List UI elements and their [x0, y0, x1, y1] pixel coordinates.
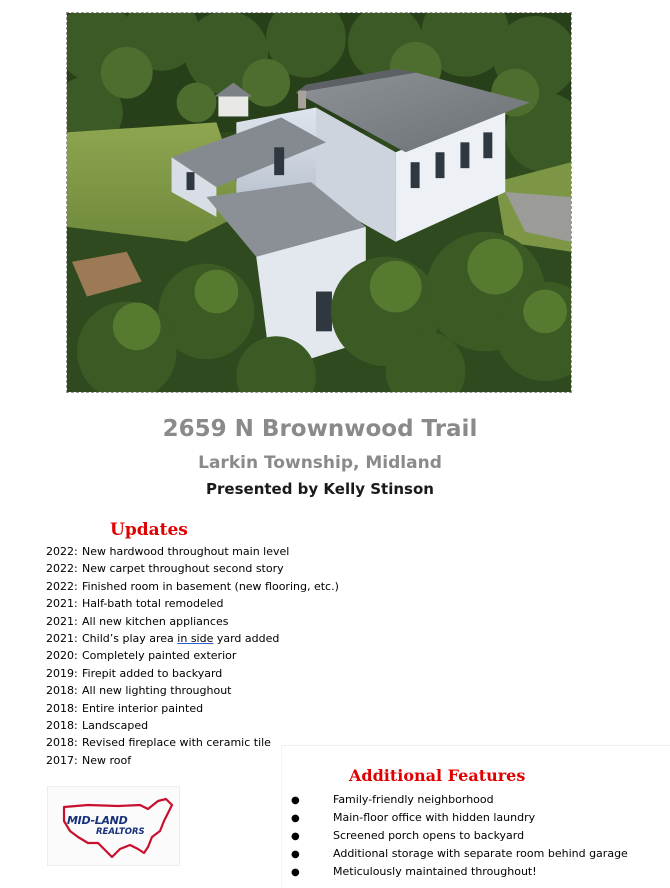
feature-text: Screened porch opens to backyard: [333, 829, 525, 842]
update-year: 2020:: [46, 649, 78, 663]
update-item: [46, 700, 339, 717]
update-text: Landscaped: [82, 718, 149, 732]
property-township: Larkin Township, Midland: [198, 453, 442, 473]
house-aerial-photo[interactable]: [66, 12, 572, 393]
update-text: New roof: [82, 753, 132, 767]
bullet-icon: ●: [291, 813, 300, 824]
feature-text: Family-friendly neighborhood: [333, 793, 494, 806]
update-item: [46, 560, 339, 577]
feature-item: [291, 791, 628, 809]
update-year: 2022:: [46, 562, 78, 576]
update-text: Half-bath total remodeled: [82, 597, 224, 611]
update-year: 2018:: [46, 701, 78, 715]
update-year: 2017:: [46, 753, 78, 767]
property-address: 2659 N Brownwood Trail: [162, 416, 478, 442]
logo-line-2: REALTORS: [96, 827, 145, 837]
feature-text: Meticulously maintained throughout!: [333, 865, 537, 878]
update-year: 2019:: [46, 666, 78, 680]
update-item: [46, 543, 339, 560]
bullet-icon: ●: [291, 831, 300, 842]
update-year: 2018:: [46, 684, 78, 698]
update-year: 2022:: [46, 545, 78, 558]
update-text: Revised fireplace with ceramic tile: [82, 736, 271, 750]
update-text: Entire interior painted: [82, 701, 204, 715]
update-year: 2021:: [46, 631, 78, 645]
bullet-icon: ●: [291, 795, 300, 806]
feature-item: [291, 863, 628, 881]
update-text: Firepit added to backyard: [82, 666, 223, 680]
features-heading: Additional Features: [349, 766, 526, 785]
update-item: [46, 630, 339, 647]
updates-list: [46, 543, 339, 769]
update-year: 2021:: [46, 614, 78, 628]
update-text: All new kitchen appliances: [82, 614, 229, 628]
bullet-icon: ●: [291, 867, 300, 878]
feature-item: [291, 827, 628, 845]
update-year: 2018:: [46, 718, 78, 732]
spellcheck-marked-text[interactable]: in side: [177, 631, 214, 645]
update-text: Finished room in basement (new flooring, etc.): [82, 579, 339, 593]
logo-line-1: MID-LAND: [67, 814, 128, 827]
update-item: [46, 578, 339, 595]
update-year: 2018:: [46, 736, 78, 750]
house-photo-illustration: [67, 13, 571, 392]
feature-text: Main-floor office with hidden laundry: [333, 811, 536, 824]
update-text: New carpet throughout second story: [82, 562, 284, 576]
update-item: [46, 665, 339, 682]
updates-heading: Updates: [110, 520, 188, 540]
feature-item: [291, 809, 628, 827]
update-text: yard added: [213, 631, 280, 645]
features-list: [291, 791, 628, 881]
update-text: Completely painted exterior: [82, 649, 237, 663]
update-text: New hardwood throughout main level: [82, 545, 290, 558]
update-item: [46, 595, 339, 612]
bullet-icon: ●: [291, 849, 300, 860]
update-item: [46, 682, 339, 699]
update-item: [46, 613, 339, 630]
update-item: [46, 647, 339, 664]
feature-text: Additional storage with separate room behind garage: [333, 847, 628, 860]
presented-by: Presented by Kelly Stinson: [206, 480, 434, 498]
update-text: Child’s play area: [82, 631, 178, 645]
update-item: [46, 717, 339, 734]
update-year: 2022:: [46, 579, 78, 593]
update-year: 2021:: [46, 597, 78, 611]
mid-land-realtors-logo[interactable]: [47, 786, 180, 866]
update-text: All new lighting throughout: [82, 684, 232, 698]
feature-item: [291, 845, 628, 863]
